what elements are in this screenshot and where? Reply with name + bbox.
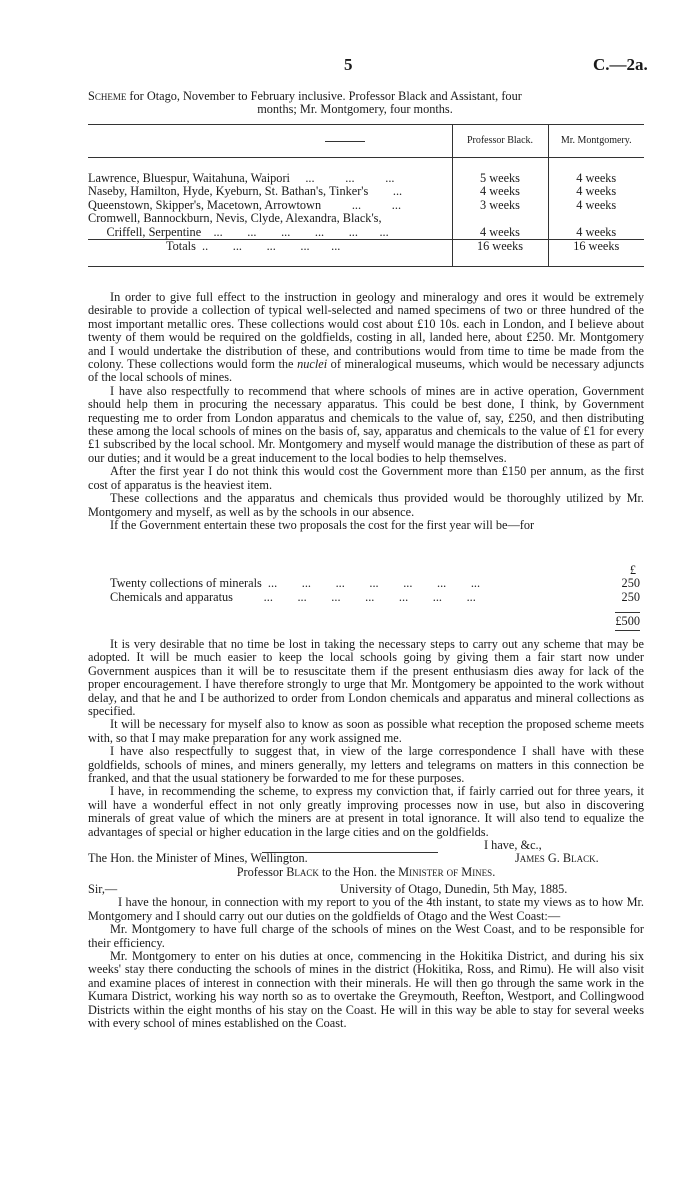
report-paragraphs-a <box>88 291 644 532</box>
section-divider <box>262 852 438 853</box>
header-dash <box>325 141 365 142</box>
schedule-totals-row <box>88 240 644 267</box>
schedule-montgomery-weeks: 4 weeks <box>548 185 644 198</box>
schedule-black-weeks: 4 weeks <box>452 226 548 240</box>
scheme-caption-line2: months; Mr. Montgomery, four months. <box>257 102 453 117</box>
schedule-place: Cromwell, Bannockburn, Nevis, Clyde, Alexandra, Black's, <box>88 211 382 226</box>
schedule-row <box>88 172 644 185</box>
schedule-totals-black: 16 weeks <box>452 240 548 267</box>
valediction: I have, &c., <box>484 838 542 853</box>
paragraph: It will be necessary for myself also to know as soon as possible what reception the proposed scheme meets with, so that I may make preparation for any work assigned me. <box>88 717 644 745</box>
schedule-header-place <box>88 125 452 158</box>
cost-item <box>110 591 640 604</box>
nuclei-italic: nuclei <box>297 357 328 372</box>
letter-body <box>88 883 644 1030</box>
schedule-row <box>88 226 644 240</box>
schedule-place: Lawrence, Bluespur, Waitahuna, Waipori ... ... ... <box>88 171 395 185</box>
cost-item-value: 250 <box>621 576 640 591</box>
paragraph: These collections and the apparatus and chemicals thus provided would be thoroughly utilized by Mr. Montgomery and myself, as well as by the schools in our absence. <box>88 491 644 519</box>
paragraph: I have, in recommending the scheme, to express my conviction that, if fairly carried out for three years, it will have a wonderful effect in not only greatly improving processes now in use, but also in discovering minerals of great value of which the miners are at present in total ignorance. It will also tend to equalize the advantages of special or higher education in the large cities and on the goldfields. <box>88 784 644 839</box>
cost-item-value: 250 <box>621 589 640 604</box>
paragraph: If the Government entertain these two proposals the cost for the first year will be—for <box>110 517 535 532</box>
schedule-montgomery-weeks <box>548 212 644 225</box>
cost-item-label: Chemicals and apparatus ... ... ... ... ... ... ... <box>110 589 476 604</box>
schedule-montgomery-weeks: 4 weeks <box>548 226 644 240</box>
title-black: Black <box>286 865 319 879</box>
schedule-black-weeks: 4 weeks <box>452 185 548 198</box>
paragraph: It is very desirable that no time be lost in taking the necessary steps to carry out any scheme that may be adopted. It will be much easier to keep the local schools going by giving them a fair start now under Government auspices than it will be to resuscitate them if the present enthusiasm dies away for lack of the proper encouragement. I have therefore strongly to urge that Mr. Montgomery be appointed to the work without delay, and that he and I be authorized to order from London chemicals and apparatus and mineral collections as specified. <box>88 637 644 719</box>
paragraph: Mr. Montgomery to enter on his duties at once, commencing in the Hokitika District, and during his six weeks' stay there conducting the schools of mines in the district (Hokitika, Ross, and Rimu). He will also visit and examine places of interest in connection with their minerals. He will then go through the same work in the Kumara District, working his way north so as to overtake the Greymouth, Reefton, Westport, and Collingwood Districts within the eight months of his stay on the Coast. He will in this way be able to stay for several weeks with every school of mines established on the Coast. <box>88 949 644 1031</box>
salutation: Sir,— <box>88 882 118 896</box>
schedule-montgomery-weeks: 4 weeks <box>548 172 644 185</box>
schedule-row <box>88 199 644 212</box>
letter-title: Professor Black to the Hon. the Minister of Mines. <box>236 865 496 879</box>
schedule-row <box>88 185 644 198</box>
signature: James G. Black. <box>515 851 599 866</box>
scheme-caption <box>88 90 642 117</box>
page-reference: C.—2a. <box>593 55 648 74</box>
paragraph: I have the honour, in connection with my report to you of the 4th instant, to state my views as to how Mr. Montgomery and I should carry out our duties on the goldfields of Otago and the West Coast:— <box>88 895 644 923</box>
paragraph: I have also respectfully to recommend that where schools of mines are in active operation, Government should help them in procuring the necessary apparatus. This could be best done, I think, by Government requesting me to order from London apparatus and chemicals to the value of, say, £250, and then distributing these among the local schools of mines on the basis of, say, apparatus and chemicals to the value of £1 for every £1 subscribed by the local school. Mr. Montgomery and myself would manage the distribution of these as part of our duties; and it would be a great inducement to the local bodies to help themselves. <box>88 383 644 465</box>
schedule-black-weeks: 3 weeks <box>452 199 548 212</box>
cost-list <box>110 563 640 629</box>
schedule-header-row <box>88 125 644 158</box>
scheme-caption-lead: Scheme <box>88 89 127 103</box>
schedule-black-weeks <box>452 212 548 225</box>
report-paragraphs-b <box>88 638 644 866</box>
paragraph: Mr. Montgomery to have full charge of the schools of mines on the West Coast, and to be responsible for their efficiency. <box>88 922 644 950</box>
schedule-table <box>88 124 644 267</box>
column-header-montgomery: Mr. Montgomery. <box>548 125 644 158</box>
schedule-montgomery-weeks: 4 weeks <box>548 199 644 212</box>
schedule-totals-label: Totals .. ... ... ... ... <box>88 240 452 267</box>
paragraph: I have also respectfully to suggest that, in view of the large correspondence I shall have with these goldfields, schools of mines, and miners generally, my letters and telegrams on matters in this connection be franked, and that the usual stationery be forwarded to me for these purposes. <box>88 744 644 786</box>
currency-symbol: £ <box>629 563 636 577</box>
dateline: University of Otago, Dunedin, 5th May, 1885. <box>340 882 568 896</box>
schedule-place: Criffell, Serpentine ... ... ... ... ... ... <box>88 224 389 239</box>
title-minister: Minister of Mines <box>398 865 493 879</box>
page-number: 5 <box>344 55 353 74</box>
scheme-caption-line1: for Otago, November to February inclusive. Professor Black and Assistant, four <box>126 89 522 103</box>
schedule-totals-montgomery: 16 weeks <box>548 240 644 267</box>
cost-item-label: Twenty collections of minerals ... ... ... ... ... ... ... <box>110 576 481 591</box>
paragraph: In order to give full effect to the instruction in geology and mineralogy and ores it would be extremely desirable to provide a collection of typical well-selected and named specimens of two or three hundred of the most important metallic ores. These collections would cost about £10 10s. each in London, and I believe about twenty of them would be required on the goldfields, costing in all, landed here, about £250. Mr. Montgomery and I would undertake the distribution of these, and contributions would from time to time be made from the colony. These collections would form the nuclei of mineralogical museums, which would be necessary adjuncts of the local schools of mines. <box>88 290 644 385</box>
schedule-place: Queenstown, Skipper's, Macetown, Arrowtown ... ... <box>88 197 402 212</box>
cost-item <box>110 577 640 590</box>
column-header-black: Professor Black. <box>452 125 548 158</box>
schedule-row <box>88 212 644 225</box>
schedule-place: Naseby, Hamilton, Hyde, Kyeburn, St. Bathan's, Tinker's ... <box>88 184 403 199</box>
schedule-black-weeks: 5 weeks <box>452 172 548 185</box>
addressee: The Hon. the Minister of Mines, Wellington. <box>88 851 308 866</box>
cost-total: £500 <box>615 612 640 630</box>
paragraph: After the first year I do not think this would cost the Government more than £150 per annum, as the first cost of apparatus is the heaviest item. <box>88 464 644 492</box>
